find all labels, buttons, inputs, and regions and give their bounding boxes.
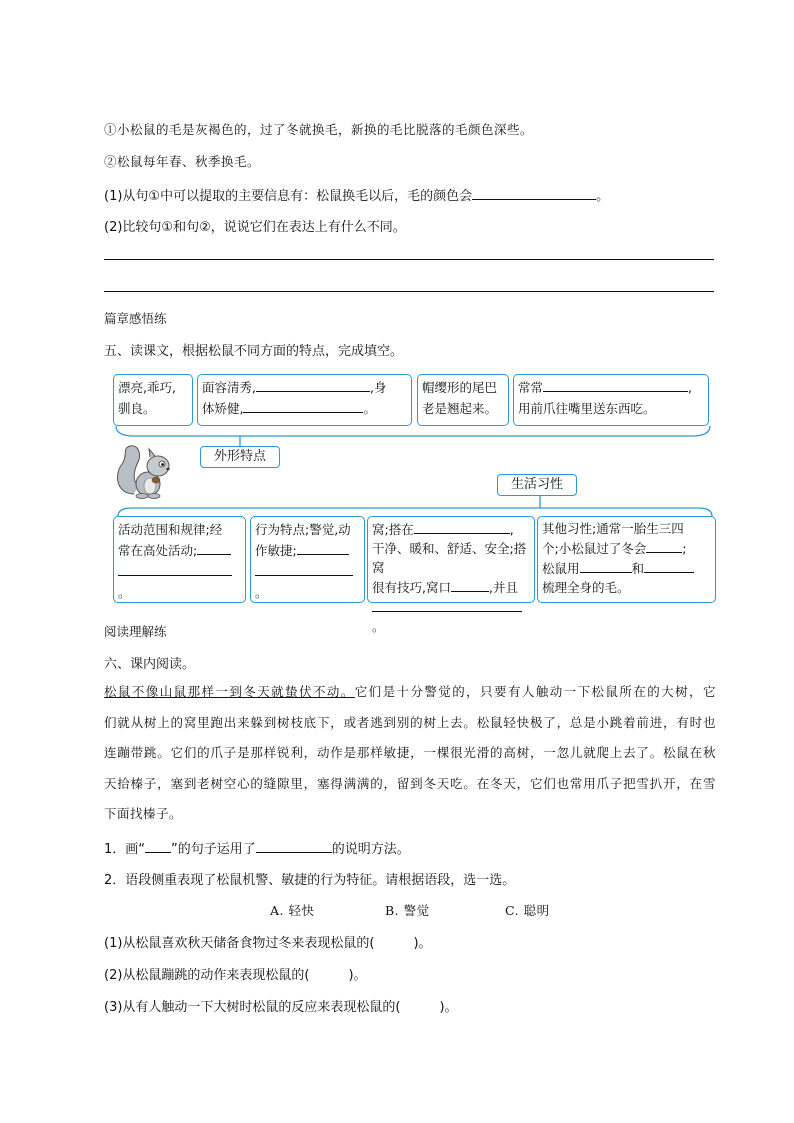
- passage-line-3: 连蹦带跳。它们的爪子是那样锐利，动作是那样敏捷，一棵很光滑的高树，一忽儿就爬上去了。松鼠在秋: [104, 745, 716, 760]
- habit-box-range: [113, 516, 246, 603]
- habit-box-nest-text-c: 很有技巧,窝口: [372, 580, 451, 595]
- option-c: C. 聪明: [505, 903, 550, 918]
- habit-box-nest-blank-2[interactable]: [451, 577, 489, 592]
- appearance-box-1-line1: 漂亮,乖巧,: [118, 380, 176, 395]
- appearance-box-2-text-b: ,身: [369, 380, 387, 395]
- habit-box-other-blank-2[interactable]: [580, 558, 632, 573]
- section-heading-reading: 阅读理解练: [104, 624, 167, 639]
- q4-item-1-blank[interactable]: [472, 185, 596, 200]
- sentence-1: ①小松鼠的毛是灰褐色的，过了冬就换毛，新换的毛比脱落的毛颜色深些。: [104, 122, 534, 137]
- option-a: A. 轻快: [270, 903, 315, 918]
- habit-box-nest-blank-1[interactable]: [414, 519, 510, 534]
- q6-item-1: [104, 838, 410, 857]
- habit-box-range-line1: 活动范围和规律;经: [118, 522, 223, 537]
- appearance-box-4: [513, 374, 709, 426]
- q6-title: 六、课内阅读。: [104, 657, 196, 672]
- q4-item-1-end: 。: [596, 189, 610, 204]
- appearance-box-2: [197, 374, 412, 426]
- habit-box-other-text-a: 个;小松鼠过了冬会: [542, 541, 647, 556]
- appearance-box-3-line2: 老是翘起来。: [422, 401, 498, 416]
- habit-box-behavior-blank-1[interactable]: [297, 540, 349, 555]
- option-b: B. 警觉: [385, 903, 430, 918]
- habit-box-nest-text-a: 窝;搭在: [372, 522, 414, 537]
- appearance-box-3: [417, 374, 509, 426]
- q6-sub-3: (3)从有人触动一下大树时松鼠的反应来表现松鼠的( )。: [104, 1000, 458, 1015]
- habit-box-nest-text-b: ,: [509, 522, 514, 537]
- appearance-box-2-text-c: 体矫健,: [202, 401, 244, 416]
- habit-box-nest-text-d: ,并且: [488, 580, 518, 595]
- appearance-box-2-blank-2[interactable]: [243, 398, 363, 413]
- appearance-box-4-text-a: 常常: [518, 380, 544, 395]
- label-habits: 生活习性: [497, 474, 577, 496]
- reading-passage: [104, 677, 716, 830]
- passage-line-5: 下面找榛子。: [104, 806, 183, 821]
- appearance-box-2-text-d: 。: [363, 401, 376, 416]
- sentence-2: ②松鼠每年春、秋季换毛。: [104, 154, 261, 169]
- habit-box-nest-line2: 干净、暖和、舒适、安全;搭窝: [372, 541, 527, 575]
- appearance-box-3-line1: 帽缨形的尾巴: [422, 380, 498, 395]
- habit-box-nest-blank-3[interactable]: [372, 597, 522, 612]
- appearance-box-1-line2: 驯良。: [118, 401, 156, 416]
- habit-box-range-blank-1[interactable]: [197, 540, 231, 555]
- q6-item-2: 2．语段侧重表现了松鼠机警、敏捷的行为特征。请根据语段，选一选。: [104, 873, 516, 888]
- q6-item-1-underline-sample: [145, 838, 171, 853]
- answer-line-2[interactable]: [104, 291, 714, 292]
- habit-box-other-text-d: 和: [631, 561, 645, 576]
- appearance-box-4-text-b: ,: [688, 380, 692, 395]
- habit-box-behavior-end: 。: [255, 585, 268, 600]
- squirrel-illustration: [112, 440, 174, 502]
- habit-box-nest-end: 。: [372, 619, 385, 634]
- section-heading-chapter: 篇章感悟练: [104, 311, 167, 326]
- habit-box-other-line4: 梳理全身的毛。: [542, 580, 630, 595]
- habit-box-other: [537, 516, 716, 603]
- q5-title: 五、读课文，根据松鼠不同方面的特点，完成填空。: [104, 344, 404, 359]
- q6-item-1-text-c: 的说明方法。: [331, 842, 410, 857]
- passage-line-2: 们就从树上的窝里跑出来躲到树枝底下，或者逃到别的树上去。松鼠轻快极了，总是小跳着前进，有时也: [104, 714, 716, 730]
- habit-box-behavior-blank-2[interactable]: [255, 561, 353, 576]
- habit-box-behavior: [250, 516, 365, 603]
- q6-sub-2: (2)从松鼠蹦跳的动作来表现松鼠的( )。: [104, 968, 367, 983]
- passage-underlined-sentence: 松鼠不像山鼠那样一到冬天就蛰伏不动。: [104, 684, 355, 699]
- habit-box-range-blank-2[interactable]: [118, 561, 232, 576]
- q6-sub-1: (1)从松鼠喜欢秋天储备食物过冬来表现松鼠的( )。: [104, 936, 432, 951]
- q4-item-1: [104, 185, 609, 204]
- passage-line-4: 天拾榛子，塞到老树空心的缝隙里，塞得满满的，留到冬天吃。在冬天，它们也常用爪子把雪扒开，在雪: [104, 775, 716, 791]
- habit-box-other-text-c: 松鼠用: [542, 561, 580, 576]
- appearance-box-4-blank[interactable]: [543, 377, 688, 392]
- habit-box-behavior-line1: 行为特点;警觉,动: [255, 522, 351, 537]
- habit-box-other-line1: 其他习性;通常一胎生三四: [542, 521, 684, 536]
- appearance-box-2-blank-1[interactable]: [256, 377, 370, 392]
- habit-box-nest: [367, 516, 535, 634]
- label-appearance: 外形特点: [200, 446, 280, 468]
- diagram-connectors: [110, 424, 716, 516]
- answer-line-1[interactable]: [104, 259, 714, 260]
- habit-box-range-line2: 常在高处活动;: [118, 543, 198, 558]
- passage-line-1-rest: 它们是十分警觉的，只要有人触动一下松鼠所在的大树，它: [354, 684, 716, 699]
- habit-box-other-text-b: ;: [682, 541, 687, 556]
- habit-box-other-blank-3[interactable]: [644, 558, 694, 573]
- habit-box-behavior-line2: 作敏捷;: [255, 543, 297, 558]
- habit-box-other-blank-1[interactable]: [646, 538, 682, 553]
- q4-item-2: (2)比较句①和句②，说说它们在表达上有什么不同。: [104, 220, 406, 235]
- q6-item-1-blank[interactable]: [256, 838, 332, 853]
- habit-box-range-end: 。: [118, 585, 131, 600]
- q4-item-1-text: (1)从句①中可以提取的主要信息有：松鼠换毛以后，毛的颜色会: [104, 189, 473, 204]
- q6-item-1-text-a: 1．画“: [104, 842, 146, 857]
- appearance-box-4-line2: 用前爪往嘴里送东西吃。: [518, 401, 656, 416]
- q6-item-1-text-b: ”的句子运用了: [171, 842, 256, 857]
- appearance-box-1: [113, 374, 193, 426]
- appearance-box-2-text-a: 面容清秀,: [202, 380, 256, 395]
